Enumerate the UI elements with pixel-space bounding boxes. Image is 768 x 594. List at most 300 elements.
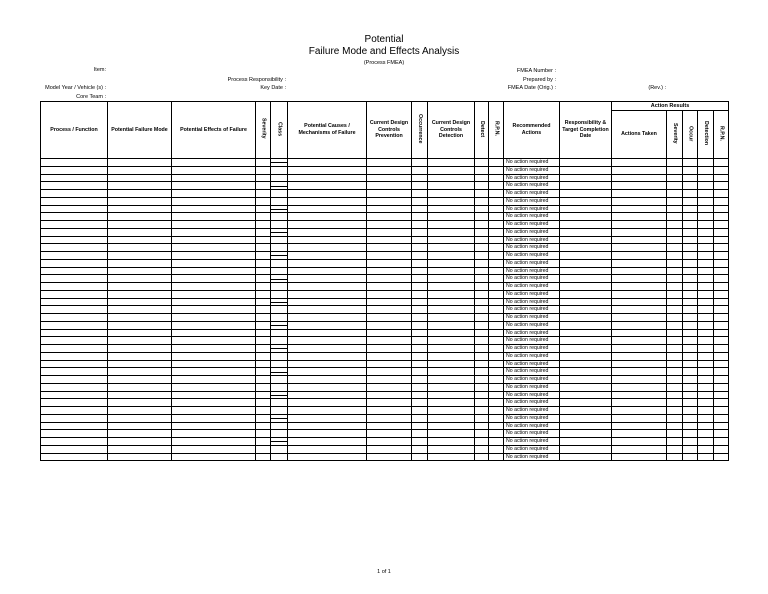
table-cell[interactable] [271,345,288,353]
table-cell[interactable] [475,321,489,329]
table-cell[interactable] [41,414,108,422]
table-cell[interactable] [428,252,475,260]
table-cell[interactable] [108,190,172,198]
table-cell[interactable] [367,236,412,244]
table-cell[interactable] [612,159,667,167]
table-cell[interactable] [108,236,172,244]
table-cell[interactable] [560,453,612,461]
table-cell[interactable] [271,290,288,298]
table-cell[interactable] [714,267,729,275]
table-cell[interactable] [256,337,271,345]
table-cell[interactable] [475,290,489,298]
table-cell[interactable] [271,275,288,283]
table-cell[interactable] [412,453,428,461]
table-cell[interactable] [271,197,288,205]
table-cell[interactable] [667,290,683,298]
table-cell[interactable] [412,298,428,306]
table-cell[interactable] [698,360,714,368]
table-cell[interactable] [271,259,288,267]
table-cell[interactable] [428,321,475,329]
table-cell[interactable] [271,174,288,182]
table-cell[interactable] [475,352,489,360]
table-cell[interactable] [172,213,256,221]
table-cell[interactable] [475,329,489,337]
table-cell[interactable] [256,360,271,368]
table-cell[interactable] [714,445,729,453]
table-cell[interactable] [412,283,428,291]
table-cell[interactable] [271,182,288,190]
table-cell[interactable] [271,190,288,198]
table-cell[interactable] [41,438,108,446]
table-cell[interactable] [612,205,667,213]
table-cell[interactable] [108,306,172,314]
table-cell[interactable] [271,337,288,345]
table-cell[interactable] [271,283,288,291]
table-cell[interactable] [714,244,729,252]
table-cell[interactable] [612,360,667,368]
table-cell[interactable] [667,376,683,384]
table-cell[interactable] [41,391,108,399]
table-cell[interactable] [271,236,288,244]
table-cell[interactable] [683,360,698,368]
table-cell[interactable] [367,414,412,422]
table-cell[interactable] [288,422,367,430]
table-cell[interactable] [475,166,489,174]
table-cell[interactable] [108,376,172,384]
table-cell[interactable] [698,352,714,360]
table-cell[interactable] [667,166,683,174]
table-cell[interactable] [667,414,683,422]
table-cell[interactable] [489,321,504,329]
table-cell[interactable] [714,166,729,174]
table-cell[interactable] [714,283,729,291]
table-cell[interactable] [288,252,367,260]
table-cell[interactable] [367,337,412,345]
table-cell[interactable] [489,345,504,353]
table-cell[interactable] [667,228,683,236]
table-cell[interactable] [108,298,172,306]
table-cell[interactable] [667,213,683,221]
table-cell[interactable] [256,221,271,229]
table-cell[interactable] [108,352,172,360]
table-cell[interactable] [412,166,428,174]
table-cell[interactable] [667,407,683,415]
table-cell[interactable] [612,182,667,190]
table-cell[interactable] [172,182,256,190]
table-cell[interactable] [256,166,271,174]
table-cell[interactable] [256,174,271,182]
table-cell[interactable] [667,422,683,430]
table-cell[interactable] [683,368,698,376]
table-cell[interactable] [428,267,475,275]
table-cell[interactable] [612,422,667,430]
table-cell[interactable] [172,422,256,430]
table-cell[interactable] [288,205,367,213]
table-cell[interactable] [475,414,489,422]
table-cell[interactable] [475,445,489,453]
table-cell[interactable] [560,314,612,322]
table-cell[interactable] [172,174,256,182]
table-cell[interactable] [428,399,475,407]
table-cell[interactable] [489,430,504,438]
table-cell[interactable] [489,221,504,229]
table-cell[interactable] [475,345,489,353]
table-cell[interactable] [108,159,172,167]
table-cell[interactable] [172,159,256,167]
table-cell[interactable] [41,252,108,260]
table-cell[interactable] [475,438,489,446]
table-cell[interactable] [271,430,288,438]
table-cell[interactable] [475,422,489,430]
table-cell[interactable] [172,205,256,213]
table-cell[interactable] [698,407,714,415]
table-cell[interactable] [698,414,714,422]
table-cell[interactable] [256,438,271,446]
table-cell[interactable] [256,228,271,236]
table-cell[interactable] [412,430,428,438]
table-cell[interactable] [667,267,683,275]
table-cell[interactable] [698,438,714,446]
table-cell[interactable] [256,213,271,221]
table-cell[interactable] [256,391,271,399]
table-cell[interactable] [714,376,729,384]
table-cell[interactable] [428,376,475,384]
table-cell[interactable] [667,190,683,198]
table-cell[interactable] [172,166,256,174]
table-cell[interactable] [612,438,667,446]
table-cell[interactable] [41,430,108,438]
table-cell[interactable] [367,166,412,174]
table-cell[interactable] [108,360,172,368]
table-cell[interactable] [489,283,504,291]
table-cell[interactable] [714,414,729,422]
table-cell[interactable] [560,252,612,260]
table-cell[interactable] [560,228,612,236]
table-cell[interactable] [367,205,412,213]
table-cell[interactable] [428,352,475,360]
table-cell[interactable] [714,298,729,306]
table-cell[interactable] [560,321,612,329]
table-cell[interactable] [683,283,698,291]
table-cell[interactable] [698,213,714,221]
table-cell[interactable] [41,314,108,322]
table-cell[interactable] [667,337,683,345]
table-cell[interactable] [108,430,172,438]
table-cell[interactable] [256,430,271,438]
table-cell[interactable] [683,422,698,430]
table-cell[interactable] [41,213,108,221]
table-cell[interactable] [412,345,428,353]
table-cell[interactable] [172,453,256,461]
table-cell[interactable] [172,345,256,353]
table-cell[interactable] [172,391,256,399]
table-cell[interactable] [288,166,367,174]
table-cell[interactable] [667,182,683,190]
table-cell[interactable] [412,422,428,430]
table-cell[interactable] [256,422,271,430]
table-cell[interactable] [256,445,271,453]
table-cell[interactable] [683,267,698,275]
table-cell[interactable] [108,244,172,252]
table-cell[interactable] [288,345,367,353]
table-cell[interactable] [560,159,612,167]
table-cell[interactable] [667,236,683,244]
table-cell[interactable] [667,275,683,283]
table-cell[interactable] [683,244,698,252]
table-cell[interactable] [714,422,729,430]
table-cell[interactable] [367,290,412,298]
table-cell[interactable] [428,337,475,345]
table-cell[interactable] [256,345,271,353]
table-cell[interactable] [41,244,108,252]
table-cell[interactable] [683,414,698,422]
table-cell[interactable] [683,314,698,322]
table-cell[interactable] [714,352,729,360]
table-cell[interactable] [41,376,108,384]
table-cell[interactable] [489,275,504,283]
table-cell[interactable] [367,190,412,198]
table-cell[interactable] [108,438,172,446]
table-cell[interactable] [698,399,714,407]
table-cell[interactable] [698,422,714,430]
table-cell[interactable] [367,182,412,190]
table-cell[interactable] [489,197,504,205]
table-cell[interactable] [172,360,256,368]
table-cell[interactable] [412,197,428,205]
table-cell[interactable] [172,306,256,314]
table-cell[interactable] [667,197,683,205]
table-cell[interactable] [475,205,489,213]
table-cell[interactable] [667,221,683,229]
table-cell[interactable] [683,352,698,360]
table-cell[interactable] [108,422,172,430]
table-cell[interactable] [714,314,729,322]
table-cell[interactable] [41,205,108,213]
table-cell[interactable] [412,213,428,221]
table-cell[interactable] [256,275,271,283]
table-cell[interactable] [288,368,367,376]
table-cell[interactable] [714,345,729,353]
table-cell[interactable] [288,221,367,229]
table-cell[interactable] [612,368,667,376]
table-cell[interactable] [667,298,683,306]
table-cell[interactable] [108,174,172,182]
table-cell[interactable] [612,383,667,391]
table-cell[interactable] [683,228,698,236]
table-cell[interactable] [612,345,667,353]
table-cell[interactable] [560,383,612,391]
table-cell[interactable] [698,275,714,283]
table-cell[interactable] [256,329,271,337]
table-cell[interactable] [288,190,367,198]
table-cell[interactable] [288,213,367,221]
table-cell[interactable] [256,283,271,291]
table-cell[interactable] [489,252,504,260]
table-cell[interactable] [288,182,367,190]
table-cell[interactable] [489,422,504,430]
table-cell[interactable] [428,445,475,453]
table-cell[interactable] [367,159,412,167]
table-cell[interactable] [560,283,612,291]
table-cell[interactable] [683,453,698,461]
table-cell[interactable] [612,306,667,314]
table-cell[interactable] [428,383,475,391]
table-cell[interactable] [412,174,428,182]
table-cell[interactable] [489,174,504,182]
table-cell[interactable] [256,205,271,213]
table-cell[interactable] [560,329,612,337]
table-cell[interactable] [714,174,729,182]
table-cell[interactable] [560,221,612,229]
table-cell[interactable] [698,337,714,345]
table-cell[interactable] [367,275,412,283]
table-cell[interactable] [714,190,729,198]
table-cell[interactable] [667,453,683,461]
table-cell[interactable] [489,368,504,376]
table-cell[interactable] [367,213,412,221]
table-cell[interactable] [698,391,714,399]
table-cell[interactable] [41,290,108,298]
table-cell[interactable] [41,197,108,205]
table-cell[interactable] [288,306,367,314]
table-cell[interactable] [412,337,428,345]
table-cell[interactable] [489,438,504,446]
table-cell[interactable] [41,399,108,407]
table-cell[interactable] [41,275,108,283]
table-cell[interactable] [612,259,667,267]
table-cell[interactable] [271,159,288,167]
table-cell[interactable] [271,407,288,415]
table-cell[interactable] [698,430,714,438]
table-cell[interactable] [714,275,729,283]
table-cell[interactable] [108,228,172,236]
table-cell[interactable] [172,399,256,407]
table-cell[interactable] [271,391,288,399]
table-cell[interactable] [271,422,288,430]
table-cell[interactable] [714,182,729,190]
table-cell[interactable] [256,197,271,205]
table-cell[interactable] [288,376,367,384]
table-cell[interactable] [698,267,714,275]
table-cell[interactable] [475,283,489,291]
table-cell[interactable] [172,314,256,322]
table-cell[interactable] [288,228,367,236]
table-cell[interactable] [367,376,412,384]
table-cell[interactable] [667,391,683,399]
table-cell[interactable] [475,174,489,182]
table-cell[interactable] [108,329,172,337]
table-cell[interactable] [667,159,683,167]
table-cell[interactable] [428,298,475,306]
table-cell[interactable] [41,329,108,337]
table-cell[interactable] [475,228,489,236]
table-cell[interactable] [367,422,412,430]
table-cell[interactable] [612,453,667,461]
table-cell[interactable] [288,290,367,298]
table-cell[interactable] [683,306,698,314]
table-cell[interactable] [714,205,729,213]
table-cell[interactable] [714,221,729,229]
table-cell[interactable] [41,453,108,461]
table-cell[interactable] [698,368,714,376]
table-cell[interactable] [172,329,256,337]
table-cell[interactable] [271,166,288,174]
table-cell[interactable] [714,252,729,260]
table-cell[interactable] [412,321,428,329]
table-cell[interactable] [256,159,271,167]
table-cell[interactable] [475,159,489,167]
table-cell[interactable] [412,182,428,190]
table-cell[interactable] [560,174,612,182]
table-cell[interactable] [172,414,256,422]
table-cell[interactable] [560,259,612,267]
table-cell[interactable] [172,321,256,329]
table-cell[interactable] [475,383,489,391]
table-cell[interactable] [288,174,367,182]
table-cell[interactable] [475,306,489,314]
table-cell[interactable] [489,414,504,422]
table-cell[interactable] [489,290,504,298]
table-cell[interactable] [108,391,172,399]
table-cell[interactable] [612,244,667,252]
table-cell[interactable] [714,430,729,438]
table-cell[interactable] [271,352,288,360]
table-cell[interactable] [288,407,367,415]
table-cell[interactable] [560,182,612,190]
table-cell[interactable] [367,368,412,376]
table-cell[interactable] [172,259,256,267]
table-cell[interactable] [412,407,428,415]
table-cell[interactable] [288,267,367,275]
table-cell[interactable] [683,445,698,453]
table-cell[interactable] [683,407,698,415]
table-cell[interactable] [698,290,714,298]
table-cell[interactable] [560,290,612,298]
table-cell[interactable] [108,345,172,353]
table-cell[interactable] [612,228,667,236]
table-cell[interactable] [714,337,729,345]
table-cell[interactable] [412,205,428,213]
table-cell[interactable] [612,190,667,198]
table-cell[interactable] [108,267,172,275]
table-cell[interactable] [288,391,367,399]
table-cell[interactable] [288,352,367,360]
table-cell[interactable] [271,383,288,391]
table-cell[interactable] [683,391,698,399]
table-cell[interactable] [172,438,256,446]
table-cell[interactable] [108,383,172,391]
table-cell[interactable] [683,213,698,221]
table-cell[interactable] [271,221,288,229]
table-cell[interactable] [475,430,489,438]
table-cell[interactable] [172,236,256,244]
table-cell[interactable] [41,321,108,329]
table-cell[interactable] [412,267,428,275]
table-cell[interactable] [172,298,256,306]
table-cell[interactable] [172,445,256,453]
table-cell[interactable] [288,321,367,329]
table-cell[interactable] [288,275,367,283]
table-cell[interactable] [683,275,698,283]
table-cell[interactable] [698,306,714,314]
table-cell[interactable] [475,337,489,345]
table-cell[interactable] [475,252,489,260]
table-cell[interactable] [367,345,412,353]
table-cell[interactable] [667,438,683,446]
table-cell[interactable] [560,267,612,275]
table-cell[interactable] [489,182,504,190]
table-cell[interactable] [667,259,683,267]
